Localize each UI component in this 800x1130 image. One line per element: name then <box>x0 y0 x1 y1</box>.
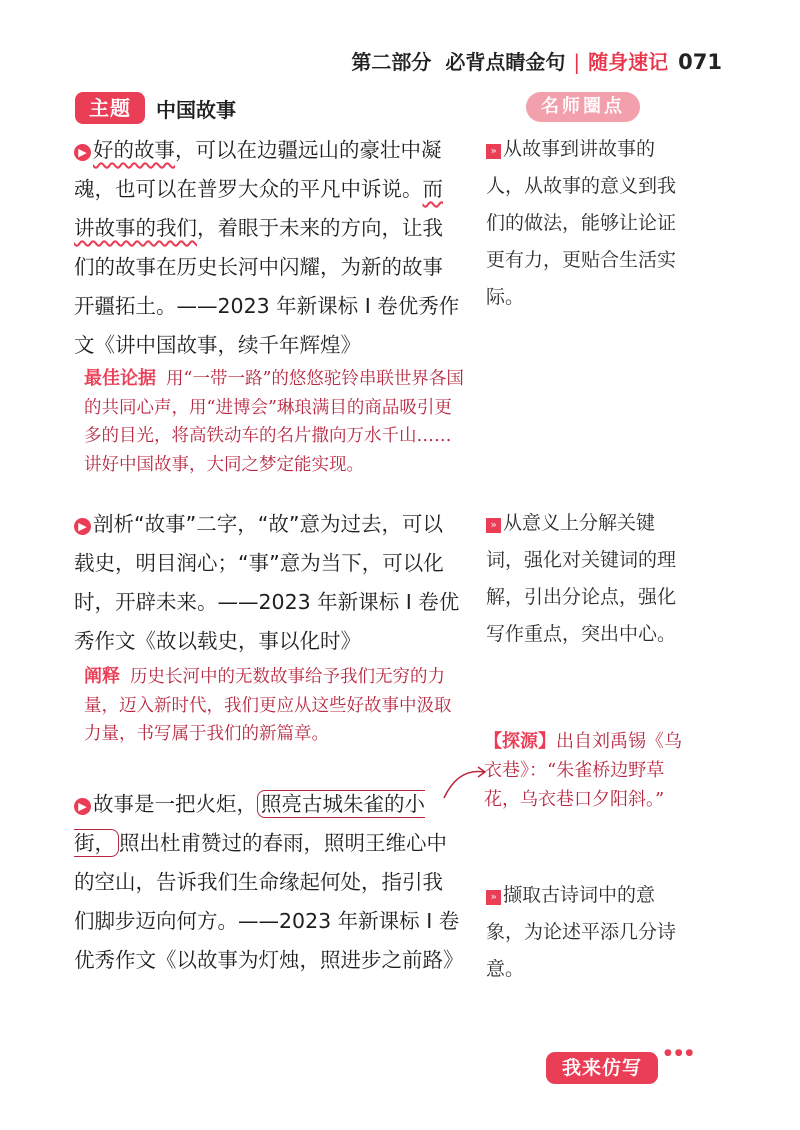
header-title: 必背点睛金句 <box>445 50 566 74</box>
imitate-button[interactable]: 我来仿写 <box>546 1052 658 1084</box>
double-chevron-icon: » <box>486 144 501 159</box>
part-label: 第二部分 <box>351 50 432 74</box>
passage-2-text: 剖析“故事”二字，“故”意为过去，可以载史，明目润心；“事”意为当下，可以化时，开辟未来。 <box>74 512 444 614</box>
origin-label: 【探源】 <box>484 731 556 752</box>
page-number: 071 <box>678 50 722 74</box>
highlighted-phrase: 照亮古城朱雀的小街， <box>74 792 425 855</box>
passage-2-source: ——2023 年新课标 Ⅰ 卷优秀作文《故以载史，事以化时》 <box>74 590 460 653</box>
origin-text: 出自刘禹锡《乌衣巷》：“朱雀桥边野草花，乌衣巷口夕阳斜。” <box>484 731 682 810</box>
note-best-evidence <box>84 365 466 479</box>
section-label: 随身速记 <box>588 50 669 74</box>
connector-arrow <box>440 762 490 802</box>
passage-1 <box>74 131 462 365</box>
passage-1-keyword-1: 好的故事 <box>93 138 175 162</box>
page-header <box>351 46 722 75</box>
arrow-circle-icon: ▶ <box>74 798 91 815</box>
double-chevron-icon: » <box>486 890 501 905</box>
passage-2 <box>74 505 462 661</box>
note-label: 阐释 <box>84 666 120 687</box>
theme-badge: 主题 <box>75 92 145 124</box>
passage-3-text-1: 故事是一把火炬， <box>93 792 257 816</box>
side-comment-3 <box>486 877 686 988</box>
side-comment-text: 从意义上分解关键词，强化对关键词的理解，引出分论点，强化写作重点，突出中心。 <box>486 512 677 645</box>
passage-3 <box>74 785 462 980</box>
header-separator: | <box>573 50 581 74</box>
theme-title: 中国故事 <box>156 98 236 122</box>
side-comment-1 <box>486 131 686 316</box>
passage-1-keyword-2: 而讲故事的我们 <box>74 177 443 240</box>
origin-note <box>484 727 694 814</box>
passage-1-text-2: ，着眼于未来的方向，让我们的故事在历史长河中闪耀，为新的故事开疆拓土。 <box>74 216 443 318</box>
teacher-comment-badge: 名师圈点 <box>526 92 640 122</box>
double-chevron-icon: » <box>486 518 501 533</box>
note-text: 历史长河中的无数故事给予我们无穷的力量，迈入新时代，我们更应从这些好故事中汲取力量，书写属于我们的新篇章。 <box>84 667 452 744</box>
arrow-circle-icon: ▶ <box>74 518 91 535</box>
note-text: 用“一带一路”的悠悠驼铃串联世界各国的共同心声，用“进博会”琳琅满目的商品吸引更多的目光，将高铁动车的名片撒向万水千山……讲好中国故事，大同之梦定能实现。 <box>84 369 464 475</box>
passage-1-text-1: ，可以在边疆远山的豪壮中凝魂，也可以在普罗大众的平凡中诉说。 <box>74 138 442 201</box>
passage-1-source: ——2023 年新课标 Ⅰ 卷优秀作文《讲中国故事，续千年辉煌》 <box>74 294 460 357</box>
side-comment-2 <box>486 505 686 653</box>
arrow-circle-icon: ▶ <box>74 144 91 161</box>
side-comment-text: 从故事到讲故事的人，从故事的意义到我们的做法，能够让论证更有力，更贴合生活实际。 <box>486 138 677 308</box>
note-explanation <box>84 663 466 749</box>
passage-3-source: ——2023 年新课标 Ⅰ 卷优秀作文《以故事为灯烛，照进步之前路》 <box>74 909 464 972</box>
decorative-dots: ● ● ● <box>664 1048 694 1058</box>
passage-3-text-2: 照出杜甫赞过的春雨，照明王维心中的空山，告诉我们生命缘起何处，指引我们脚步迈向何方。 <box>74 831 447 933</box>
note-label: 最佳论据 <box>84 368 156 389</box>
side-comment-text: 撷取古诗词中的意象，为论述平添几分诗意。 <box>486 884 677 980</box>
